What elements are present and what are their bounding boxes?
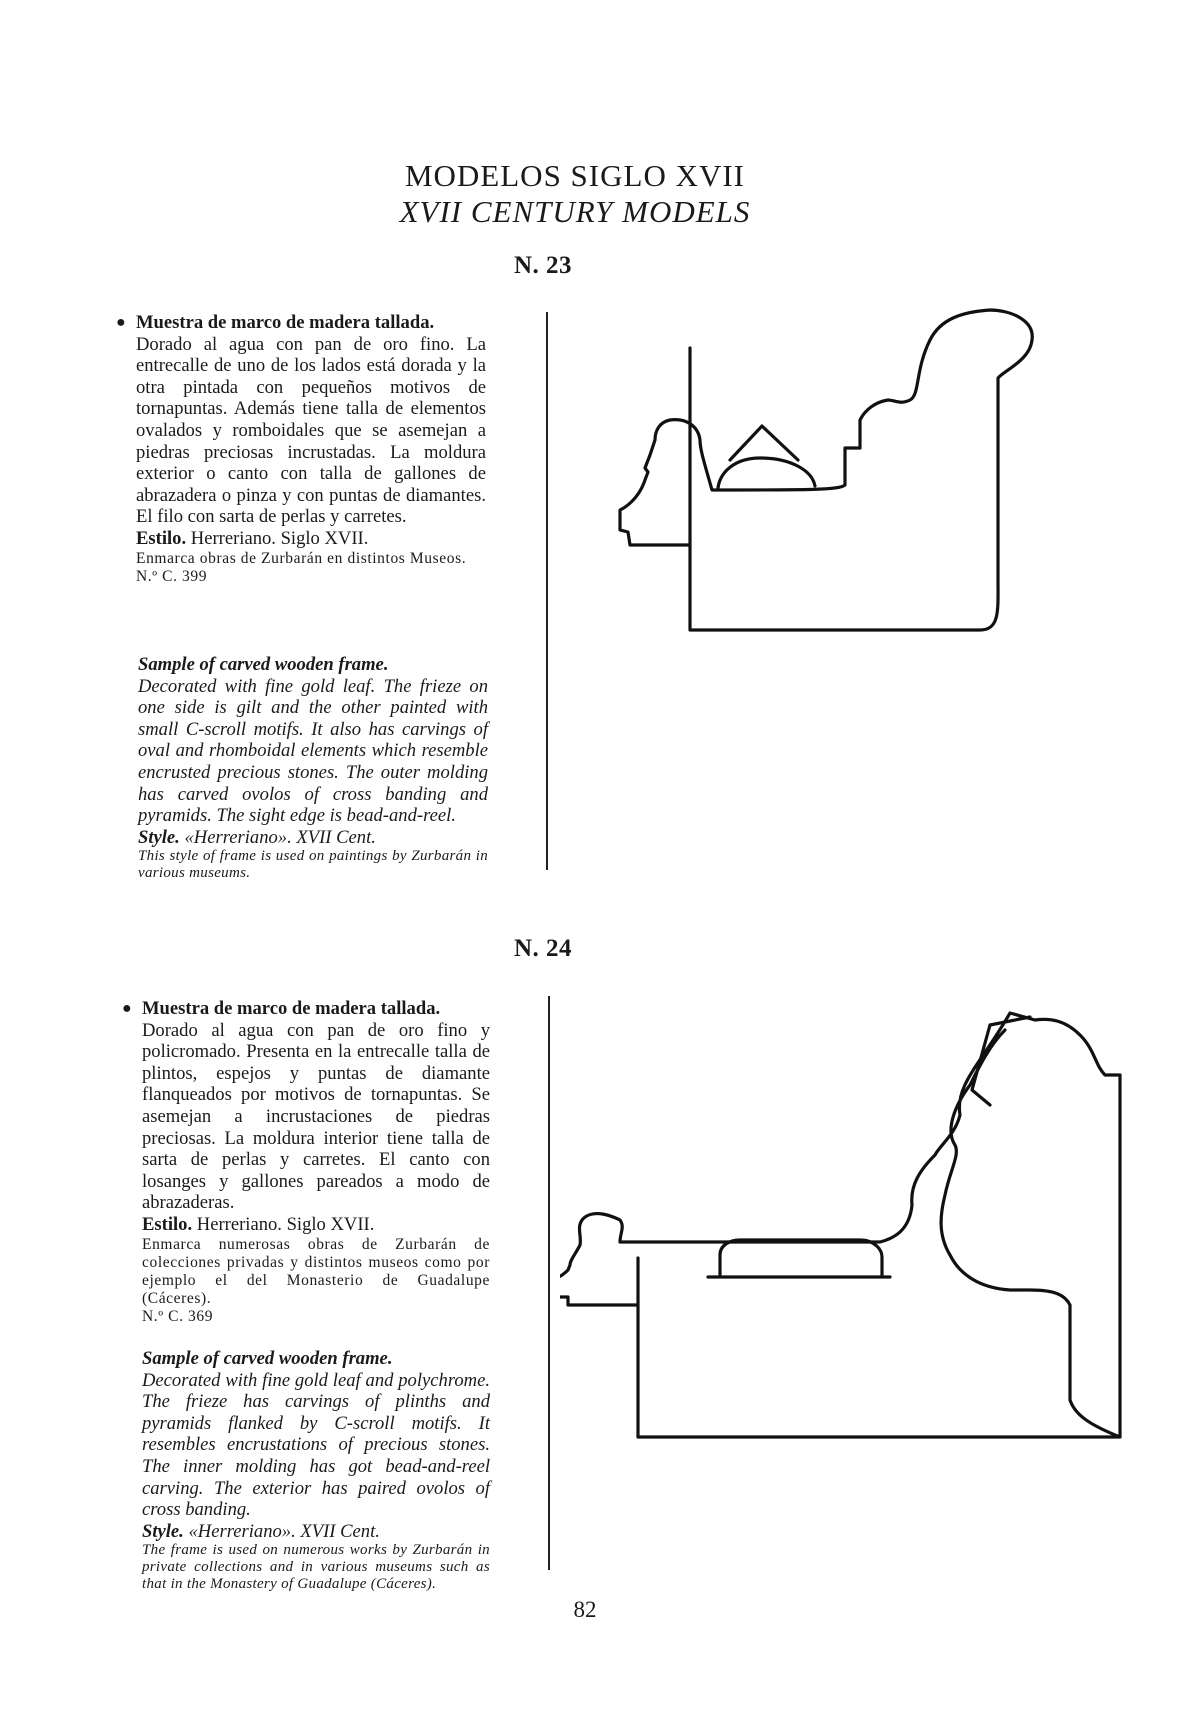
frame-profile-plinth-ornament — [708, 1240, 890, 1277]
style-label: Style. — [138, 826, 180, 848]
model-23-heading-en: Sample of carved wooden frame. — [138, 654, 389, 675]
frame-profile-diamond-ornament — [718, 426, 815, 488]
style-value: Herreriano. Siglo XVII. — [196, 1213, 375, 1235]
model-23-description-en: Decorated with fine gold leaf. The frieze on one side is gilt and the other painted with small C-scroll motifs. It also has carvings of oval and rhomboidal elements which resemble encrusted precious stones. The outer molding has carved ovolos of cross banding and pyramids. The sight edge is bead-and-reel. — [138, 675, 488, 827]
model-24-heading-en: Sample of carved wooden frame. — [142, 1348, 393, 1369]
model-23-note-en: This style of frame is used on paintings by Zurbarán in various museums. — [138, 848, 488, 882]
column-divider — [546, 312, 548, 870]
model-23-heading-es: Muestra de marco de madera tallada. — [136, 312, 435, 333]
style-label: Estilo. — [142, 1213, 193, 1235]
model-24-english-text — [142, 1348, 490, 1593]
bullet-icon: ● — [122, 1000, 132, 1017]
style-label: Style. — [142, 1520, 184, 1542]
style-value: «Herreriano». XVII Cent. — [184, 826, 376, 848]
model-23-english-text — [138, 654, 488, 882]
page-number: 82 — [573, 1597, 597, 1622]
model-23-style-es — [136, 528, 486, 550]
model-24-description-es: Dorado al agua con pan de oro fino y policromado. Presenta en la entrecalle talla de plintos, espejos y puntas de diamante flanqueados por motivos de tornapuntas. Se asemejan a incrustaciones de piedras preciosas. La moldura interior tiene talla de sarta de perlas y carretes. El canto con losanges y gallones pareados a modo de abrazaderas. — [142, 1019, 490, 1214]
model-number-23: N. 23 — [514, 252, 573, 279]
column-divider — [548, 996, 550, 1570]
model-24-note-en: The frame is used on numerous works by Zurbarán in private collections and in various museums such as that in the Monastery of Guadalupe (Cáceres). — [142, 1542, 490, 1593]
frame-profile-outline — [620, 310, 1032, 630]
bullet-icon: ● — [116, 314, 126, 331]
page-title-english: XVII CENTURY MODELS — [399, 194, 751, 229]
model-24-description-en: Decorated with fine gold leaf and polychrome. The frieze has carvings of plinths and pyramids flanked by C-scroll motifs. It resembles encrustations of precious stones. The inner molding has got bead-and-reel carving. The exterior has paired ovolos of cross banding. — [142, 1369, 490, 1521]
style-label: Estilo. — [136, 527, 187, 549]
model-23-style-en — [138, 827, 488, 849]
model-24-note-es: Enmarca numerosas obras de Zurbarán de colecciones privadas y distintos museos como por ejemplo el del Monasterio de Guadalupe (Cáceres). — [142, 1235, 490, 1307]
model-24-spanish-text — [122, 998, 490, 1326]
model-24-style-en — [142, 1521, 490, 1543]
page-title-spanish: MODELOS SIGLO XVII — [404, 158, 746, 193]
model-23-description-es: Dorado al agua con pan de oro fino. La entrecalle de uno de los lados está dorada y la otra pintada con pequeños motivos de tornapuntas. Además tiene talla de elementos ovalados y romboidales que se asemejan a piedras preciosas incrustadas. La moldura exterior o canto con talla de gallones de abrazadera o pinza y con puntas de diamantes. El filo con sarta de perlas y carretes. — [136, 333, 486, 528]
model-24-style-es — [142, 1214, 490, 1236]
frame-profile-24-drawing — [560, 1005, 1140, 1455]
style-value: «Herreriano». XVII Cent. — [188, 1520, 380, 1542]
model-number-24: N. 24 — [514, 935, 573, 962]
frame-profile-23-drawing — [600, 300, 1050, 650]
model-23-catalog-number: N.º C. 399 — [136, 567, 208, 585]
frame-profile-outline — [560, 1013, 1120, 1437]
model-23-spanish-text — [116, 312, 486, 586]
model-23-note-es: Enmarca obras de Zurbarán en distintos Museos. — [136, 549, 467, 567]
model-24-heading-es: Muestra de marco de madera tallada. — [142, 998, 441, 1019]
model-24-catalog-number: N.º C. 369 — [142, 1307, 214, 1325]
style-value: Herreriano. Siglo XVII. — [190, 527, 369, 549]
